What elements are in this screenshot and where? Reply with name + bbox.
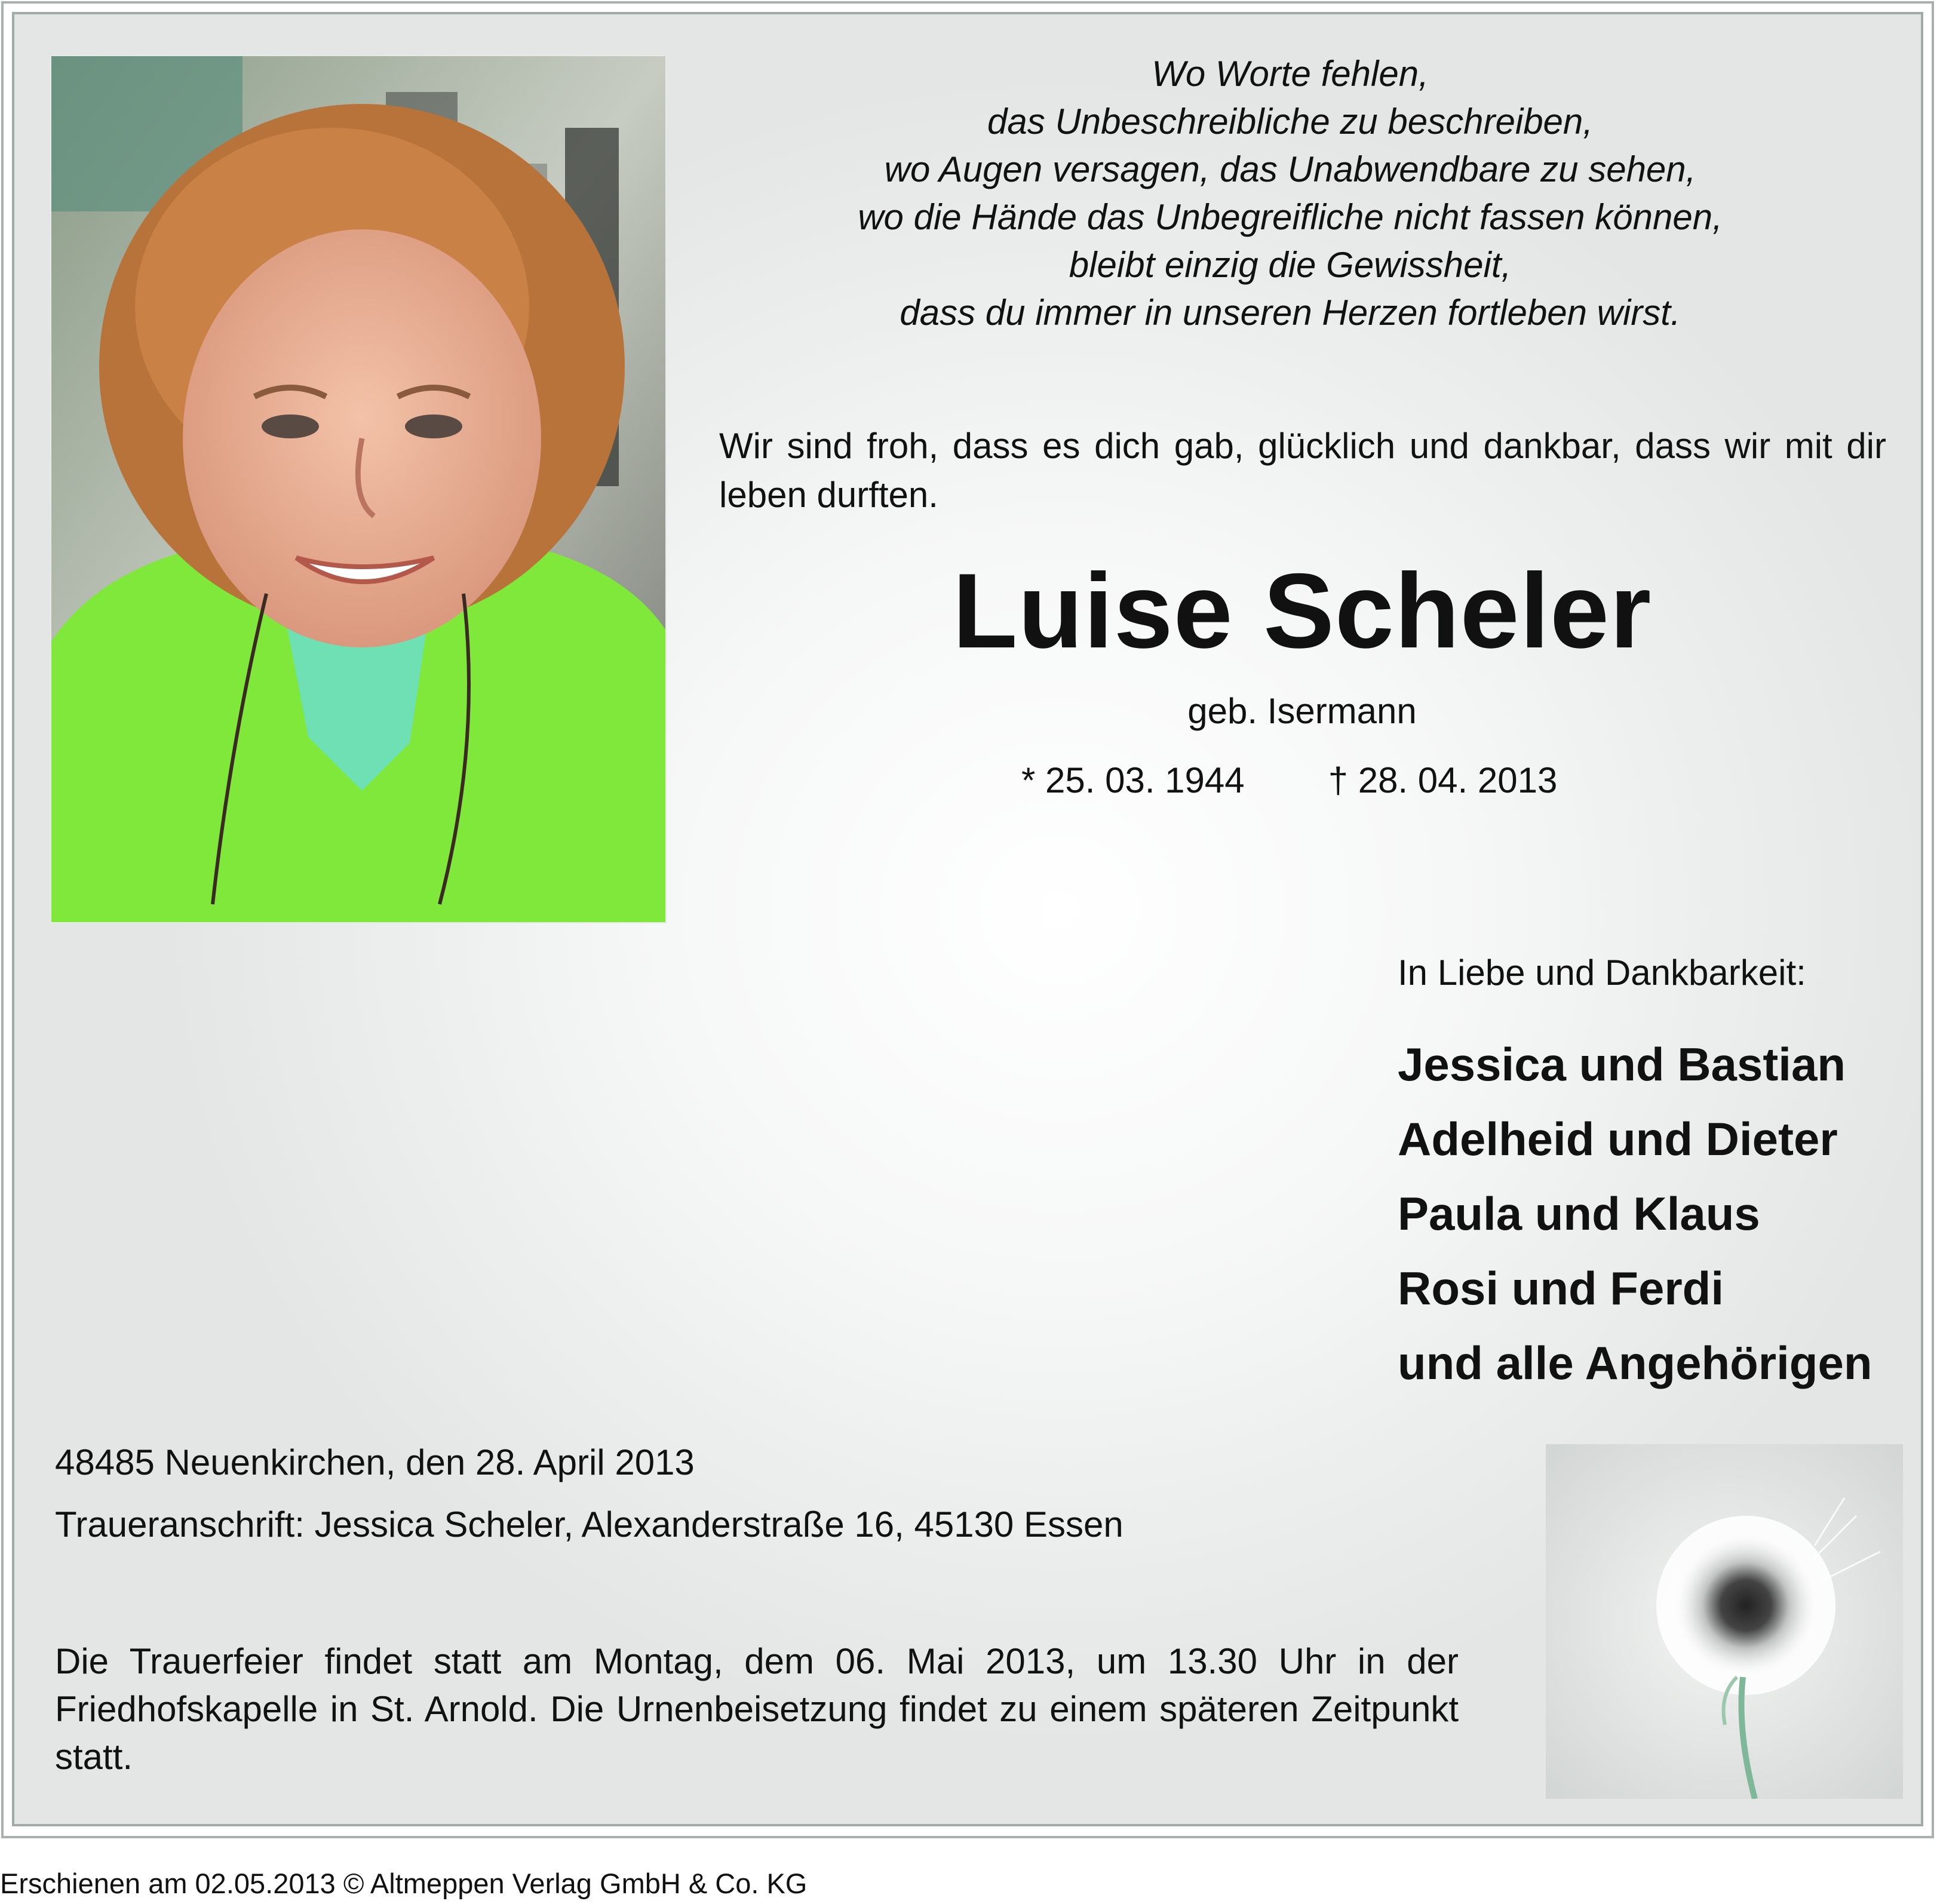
ceremony-info: Die Trauerfeier findet statt am Montag, dem 06. Mai 2013, um 13.30 Uhr in der Friedhofskapelle in St. Arnold. Die Urnenbeisetzung findet zu einem späteren Zeitpunkt statt. bbox=[55, 1641, 1459, 1777]
death-date: † 28. 04. 2013 bbox=[1328, 760, 1558, 800]
poem-line: bleibt einzig die Gewissheit, bbox=[1069, 245, 1512, 285]
poem-line: dass du immer in unseren Herzen fortleben wirst. bbox=[900, 293, 1681, 333]
poem-line: wo die Hände das Unbegreifliche nicht fassen können, bbox=[858, 197, 1723, 237]
mourner-entry: und alle Angehörigen bbox=[1398, 1337, 1873, 1389]
poem-line: Wo Worte fehlen, bbox=[1152, 54, 1429, 94]
maiden-name: geb. Isermann bbox=[1187, 691, 1417, 731]
place-date: 48485 Neuenkirchen, den 28. April 2013 bbox=[55, 1442, 695, 1482]
portrait-photo bbox=[50, 55, 667, 923]
poem-line: wo Augen versagen, das Unabwendbare zu sehen, bbox=[884, 149, 1696, 189]
gratitude-text: Wir sind froh, dass es dich gab, glücklich und dankbar, dass wir mit dir leben durften. bbox=[719, 426, 1886, 515]
mourner-entry: Adelheid und Dieter bbox=[1398, 1113, 1838, 1165]
deceased-name: Luise Scheler bbox=[952, 551, 1652, 670]
publication-footer: Erschienen am 02.05.2013 © Altmeppen Verlag GmbH & Co. KG bbox=[0, 1868, 808, 1899]
birth-date: * 25. 03. 1944 bbox=[1021, 760, 1245, 800]
mourner-entry: Paula und Klaus bbox=[1398, 1187, 1760, 1240]
mourners-list bbox=[1398, 1027, 1872, 1401]
dandelion-image bbox=[1546, 1444, 1903, 1799]
poem-line: das Unbeschreibliche zu beschreiben, bbox=[987, 102, 1593, 142]
life-dates bbox=[1021, 760, 1557, 801]
mourners-intro: In Liebe und Dankbarkeit: bbox=[1398, 953, 1806, 993]
poem bbox=[717, 50, 1864, 337]
mourner-entry: Rosi und Ferdi bbox=[1398, 1262, 1724, 1315]
mourning-address: Traueranschrift: Jessica Scheler, Alexanderstraße 16, 45130 Essen bbox=[55, 1504, 1124, 1544]
mourner-entry: Jessica und Bastian bbox=[1398, 1038, 1846, 1091]
